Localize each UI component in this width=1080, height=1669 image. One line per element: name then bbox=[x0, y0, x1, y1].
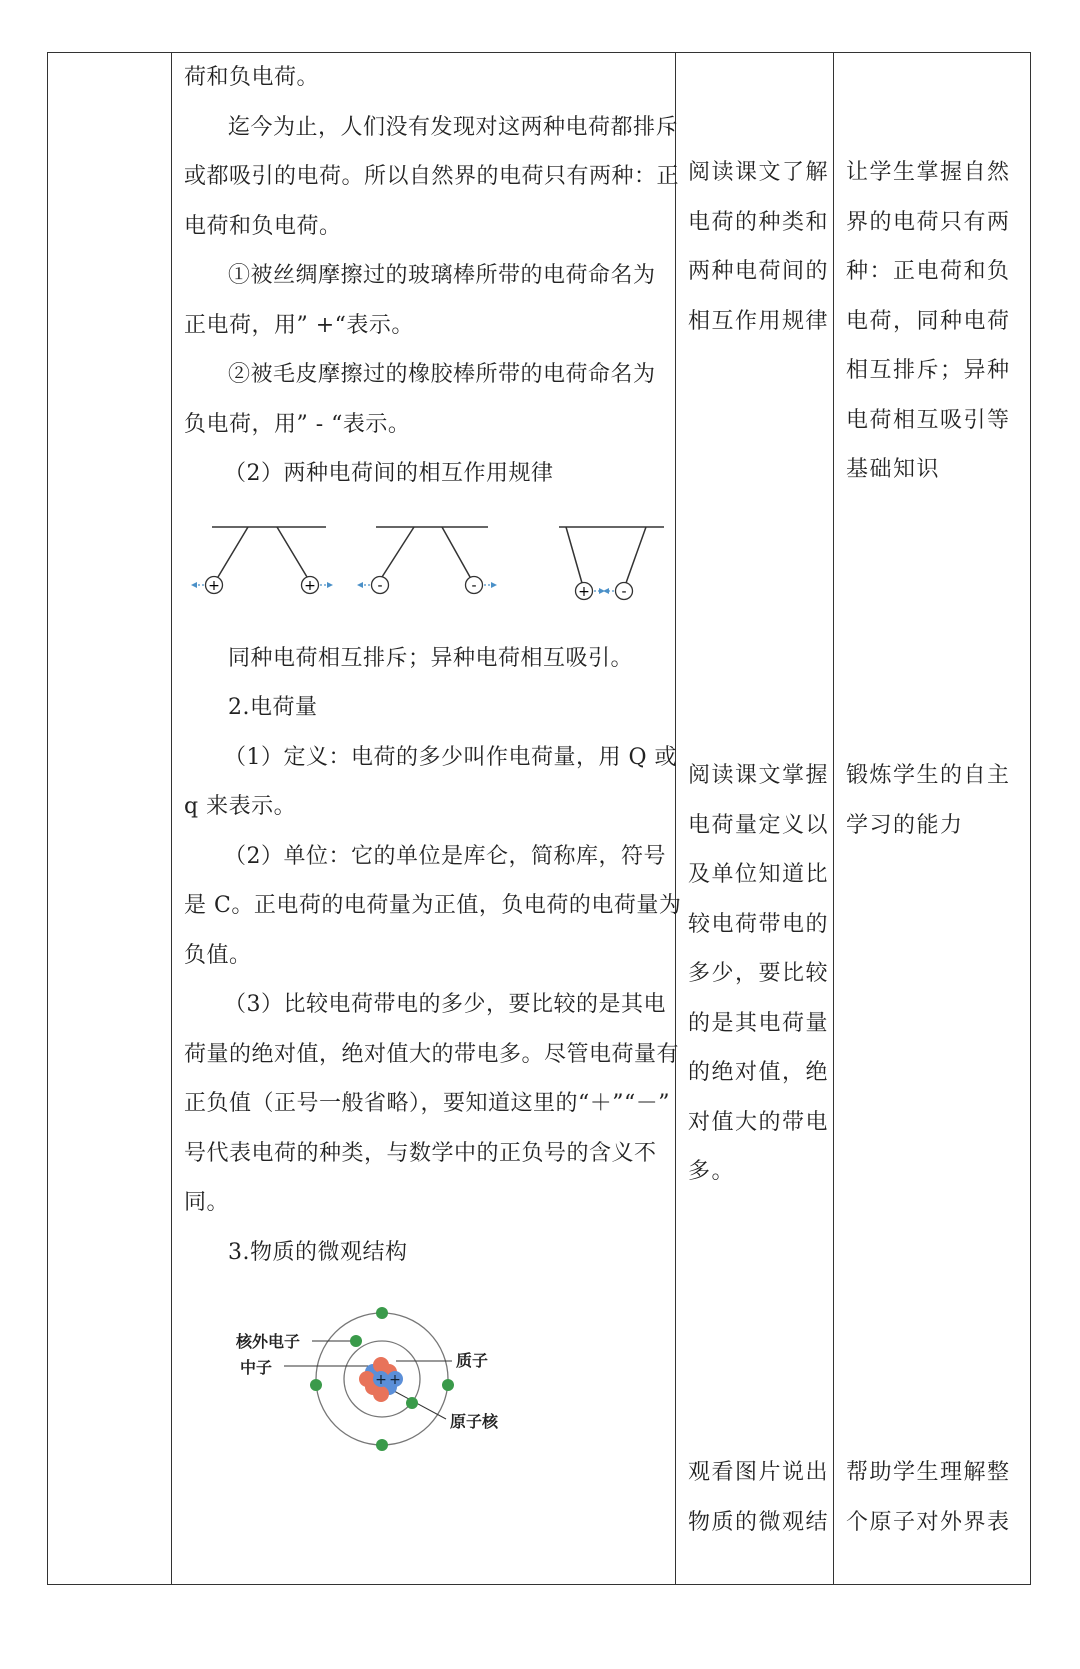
text-line: 帮助学生理解整 bbox=[846, 1460, 1011, 1485]
text-line: 两种电荷间的 bbox=[688, 259, 830, 284]
text-line: 学习的能力 bbox=[846, 812, 964, 838]
purpose-block-3 bbox=[846, 1448, 1011, 1547]
text-line: 物质的微观结 bbox=[688, 1509, 830, 1535]
label-electron: 核外电子 bbox=[236, 1332, 301, 1351]
charges-diagram bbox=[184, 505, 666, 630]
text-line: （2）单位：它的单位是库仑，简称库，符号 bbox=[224, 843, 666, 869]
text-line: 荷量的绝对值，绝对值大的带电多。尽管电荷量有 bbox=[184, 1041, 680, 1067]
text-line: 锻炼学生的自主 bbox=[846, 763, 1011, 788]
text-line: 荷和负电荷。 bbox=[184, 65, 320, 90]
repel-positive-pair bbox=[194, 527, 330, 594]
text-line: 电荷，同种电荷 bbox=[846, 308, 1011, 334]
text-line: 负值。 bbox=[184, 942, 252, 968]
text-line: 或都吸引的电荷。所以自然界的电荷只有两种：正 bbox=[184, 164, 680, 189]
text-line: 正负值（正号一般省略），要知道这里的“＋”“－” bbox=[184, 1091, 670, 1116]
charge-symbol: + bbox=[304, 577, 316, 594]
lesson-table bbox=[47, 52, 1031, 1585]
text-line: 较电荷带电的 bbox=[688, 911, 830, 937]
attract-opposite-pair bbox=[559, 527, 664, 600]
text-line: 基础知识 bbox=[846, 457, 941, 482]
text-line: 电荷相互吸引等 bbox=[846, 407, 1011, 433]
text-line: 电荷的种类和 bbox=[688, 209, 830, 235]
label-proton: 质子 bbox=[456, 1351, 489, 1370]
repel-negative-pair bbox=[360, 527, 494, 594]
text-line: 阅读课文了解 bbox=[688, 160, 830, 185]
nucleus bbox=[359, 1357, 403, 1402]
text-line: 界的电荷只有两 bbox=[846, 209, 1011, 235]
text-line: 正电荷，用” +“表示。 bbox=[184, 312, 414, 338]
charges-interaction-figure bbox=[184, 505, 666, 630]
text-line: （3）比较电荷带电的多少，要比较的是其电 bbox=[224, 992, 666, 1017]
text-line: 是 C。正电荷的电荷量为正值，负电荷的电荷量为 bbox=[184, 893, 682, 918]
text-line: 电荷和负电荷。 bbox=[184, 213, 342, 239]
purpose-block-2 bbox=[846, 751, 1011, 850]
activity-block-3 bbox=[688, 1448, 829, 1547]
label-nucleus: 原子核 bbox=[450, 1412, 499, 1431]
section-heading: 3.物质的微观结构 bbox=[228, 1239, 408, 1265]
text-line: 号代表电荷的种类，与数学中的正负号的含义不 bbox=[184, 1140, 657, 1166]
text-line: ①被丝绸摩擦过的玻璃棒所带的电荷命名为 bbox=[228, 263, 656, 288]
purpose-block-1 bbox=[846, 148, 1011, 495]
text-line: 的绝对值，绝 bbox=[688, 1060, 830, 1085]
text-line: 多。 bbox=[688, 1159, 736, 1184]
text-line: 让学生掌握自然 bbox=[846, 160, 1011, 185]
text-line: 阅读课文掌握 bbox=[688, 763, 830, 788]
text-line: 相互作用规律 bbox=[688, 308, 830, 334]
section-heading: （2）两种电荷间的相互作用规律 bbox=[224, 461, 554, 486]
text-line: 多少，要比较 bbox=[688, 961, 830, 986]
charge-symbol: - bbox=[621, 583, 627, 600]
svg-text:+: + bbox=[389, 1372, 401, 1388]
charge-symbol: + bbox=[578, 583, 590, 600]
text-line: 迄今为止，人们没有发现对这两种电荷都排斥 bbox=[228, 114, 679, 140]
text-line: 负电荷，用” - “表示。 bbox=[184, 411, 411, 437]
text-line: 观看图片说出 bbox=[688, 1460, 830, 1485]
text-line: 个原子对外界表 bbox=[846, 1509, 1011, 1535]
text-line: ②被毛皮摩擦过的橡胶棒所带的电荷命名为 bbox=[228, 362, 656, 387]
text-line: q 来表示。 bbox=[184, 794, 297, 819]
charge-symbol: - bbox=[471, 577, 477, 594]
atom-diagram bbox=[184, 1281, 666, 1486]
purpose-column bbox=[834, 53, 1032, 1584]
section-heading: 2.电荷量 bbox=[228, 695, 318, 720]
text-line: 同。 bbox=[184, 1190, 230, 1215]
text-line: 电荷量定义以 bbox=[688, 812, 830, 838]
text-line: （1）定义：电荷的多少叫作电荷量，用 Q 或 bbox=[224, 744, 678, 770]
text-line: 对值大的带电 bbox=[688, 1109, 830, 1135]
text-line: 相互排斥；异种 bbox=[846, 358, 1011, 383]
activity-block-2 bbox=[688, 751, 829, 1197]
text-line: 同种电荷相互排斥；异种电荷相互吸引。 bbox=[228, 645, 634, 671]
text-line: 的是其电荷量 bbox=[688, 1010, 830, 1036]
charge-symbol: - bbox=[377, 577, 383, 594]
content-column bbox=[172, 53, 682, 1584]
svg-text:+: + bbox=[375, 1372, 387, 1388]
text-line: 及单位知道比 bbox=[688, 862, 830, 887]
label-neutron: 中子 bbox=[240, 1358, 273, 1377]
activity-block-1 bbox=[688, 148, 829, 346]
text-line: 种：正电荷和负 bbox=[846, 259, 1011, 284]
atom-structure-figure bbox=[184, 1281, 666, 1486]
activity-column bbox=[676, 53, 834, 1584]
charge-symbol: + bbox=[208, 577, 220, 594]
